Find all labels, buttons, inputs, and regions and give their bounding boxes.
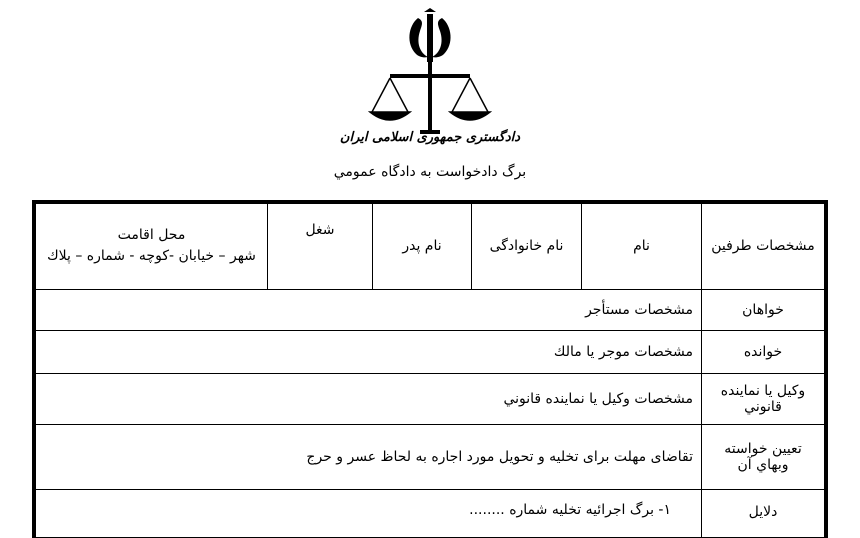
residence-title: محل اقامت [117, 227, 186, 244]
row-value: تقاضای مهلت برای تخليه و تحويل مورد اجاره به لحاظ عسر و حرج [34, 424, 702, 489]
row-label: خوانده [702, 330, 827, 373]
row-label: خواهان [702, 289, 827, 330]
defendant-row [34, 330, 826, 373]
row-value: مشخصات موجر يا مالك [34, 330, 702, 373]
col-first-name: نام [582, 202, 702, 289]
col-residence [34, 202, 268, 289]
row-value: مشخصات مستأجر [34, 289, 702, 330]
row-value: ۱- برگ اجرائيه تخليه شماره ........ [34, 489, 702, 537]
row-label: وكيل يا نماينده قانوني [702, 373, 827, 424]
form-title: برگ دادخواست به دادگاه عمومي [333, 164, 527, 180]
col-father-name: نام پدر [373, 202, 472, 289]
claim-row [34, 424, 826, 489]
residence-detail: شهر – خيابان -كوچه - شماره – پلاك [47, 248, 256, 265]
row-value: مشخصات وكيل يا نماينده قانوني [34, 373, 702, 424]
emblem-caption: دادگستری جمهوری اسلامی ایران [339, 130, 521, 145]
row-label: دلايل [702, 489, 827, 537]
parties-header-row [34, 202, 826, 289]
plaintiff-row [34, 289, 826, 330]
evidence-row [34, 489, 826, 537]
col-last-name: نام خانوادگی [472, 202, 582, 289]
row-label: تعيين خواسته وبهاي آن [702, 424, 827, 489]
petition-table [32, 200, 828, 538]
lawyer-row [34, 373, 826, 424]
col-occupation: شغل [268, 202, 373, 289]
parties-label: مشخصات طرفين [702, 202, 827, 289]
